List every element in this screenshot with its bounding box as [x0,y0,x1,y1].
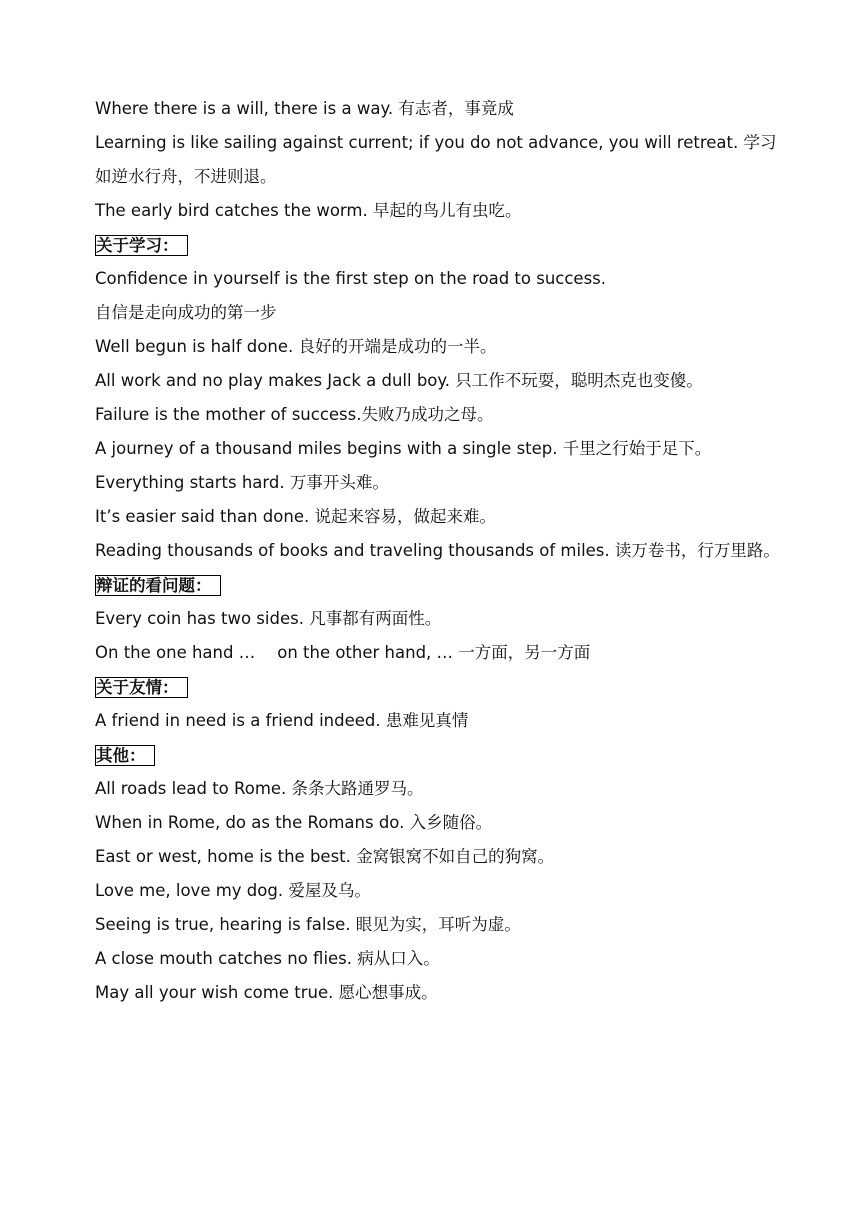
section-heading-friendship: 关于友情： [95,677,188,698]
proverb-line: A close mouth catches no flies. 病从口入。 [95,949,440,968]
proverb-line: Failure is the mother of success.失败乃成功之母。 [95,405,494,424]
proverb-line: All roads lead to Rome. 条条大路通罗马。 [95,779,424,798]
section-heading-line [95,568,785,602]
section-heading-line [95,228,785,262]
proverb-line: A journey of a thousand miles begins with a single step. 千里之行始于足下。 [95,439,712,458]
proverb-line: Seeing is true, hearing is false. 眼见为实，耳听为虚。 [95,915,521,934]
section-heading-line [95,738,785,772]
section-heading-line [95,670,785,704]
proverb-line: Everything starts hard. 万事开头难。 [95,473,389,492]
proverb-line: Reading thousands of books and traveling thousands of miles. 读万卷书，行万里路。 [95,541,780,560]
proverb-line: Confidence in yourself is the first step on the road to success. [95,269,607,288]
phrase-part-b: on the other hand, … 一方面，另一方面 [277,643,591,662]
document-page [95,92,785,1010]
section-heading-study: 关于学习： [95,235,188,256]
proverb-line: Where there is a will, there is a way. 有志者，事竟成 [95,99,514,118]
proverb-line: Love me, love my dog. 爱屋及乌。 [95,881,371,900]
proverb-line: 自信是走向成功的第一步 [95,303,277,322]
proverb-line: All work and no play makes Jack a dull boy. 只工作不玩耍，聪明杰克也变傻。 [95,371,703,390]
proverb-line: It’s easier said than done. 说起来容易，做起来难。 [95,507,496,526]
proverb-line: The early bird catches the worm. 早起的鸟儿有虫吃。 [95,201,522,220]
proverb-line: When in Rome, do as the Romans do. 入乡随俗。 [95,813,493,832]
proverb-line: May all your wish come true. 愿心想事成。 [95,983,438,1002]
proverb-line [95,636,785,670]
proverb-line: Well begun is half done. 良好的开端是成功的一半。 [95,337,497,356]
section-heading-others: 其他： [95,745,155,766]
proverb-line: Every coin has two sides. 凡事都有两面性。 [95,609,442,628]
proverb-line: A friend in need is a friend indeed. 患难见真情 [95,711,469,730]
phrase-part-a: On the one hand … [95,643,256,662]
section-heading-dialectics: 辩证的看问题： [95,575,221,596]
proverb-line: Learning is like sailing against current; if you do not advance, you will retreat. 学习如逆水行舟，不进则退。 [95,133,777,186]
proverb-line: East or west, home is the best. 金窝银窝不如自己的狗窝。 [95,847,555,866]
